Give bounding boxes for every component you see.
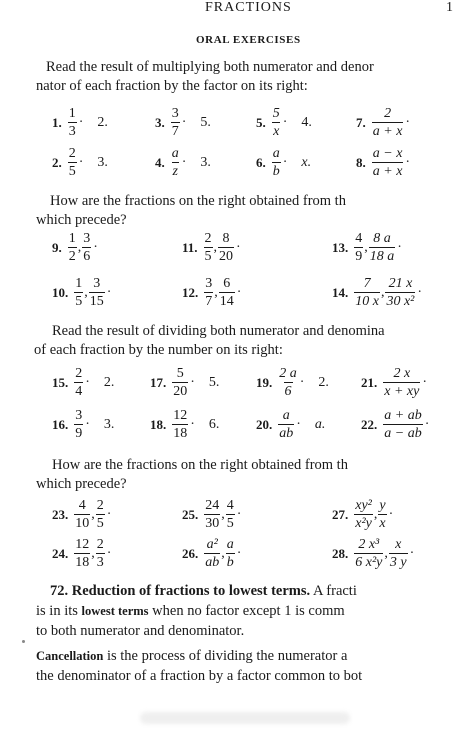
factor: 3. <box>103 416 115 432</box>
para4-line1: How are the fractions on the right obtained from th <box>52 457 348 473</box>
fraction-denominator: z <box>172 164 178 179</box>
given-fraction <box>204 537 220 570</box>
given-fraction-denominator: 5 <box>75 294 83 309</box>
result-fraction-denominator: 18 a <box>369 249 395 264</box>
exercise-number: 25. <box>182 506 199 522</box>
factor: 2. <box>103 374 115 390</box>
fraction <box>372 106 404 139</box>
given-fraction <box>204 276 213 309</box>
given-fraction <box>204 231 213 264</box>
fraction-dot: · <box>397 239 402 255</box>
exercise-13 <box>332 231 402 264</box>
exercise-7 <box>356 106 410 139</box>
exercise-number: 7. <box>356 114 366 130</box>
result-fraction-numerator: 3 <box>93 276 101 291</box>
result-fraction <box>389 537 408 570</box>
result-fraction-denominator: x <box>379 516 386 531</box>
exercise-number: 9. <box>52 239 62 255</box>
exercise-number: 5. <box>256 114 266 130</box>
given-fraction-denominator: 2 <box>68 249 76 264</box>
fraction-comma: , <box>364 239 368 255</box>
fraction-numerator: 5 <box>272 106 280 121</box>
factor: 5. <box>200 114 211 130</box>
fraction-denominator: a + x <box>372 124 403 139</box>
given-fraction-denominator: ab <box>205 555 220 570</box>
fraction-dot: · <box>299 374 305 390</box>
para2-line1: How are the fractions on the right obtained from th <box>50 193 346 209</box>
exercise-number: 4. <box>155 154 165 170</box>
section-title: ORAL EXERCISES <box>196 34 301 46</box>
fraction <box>278 408 294 441</box>
fraction-dot: · <box>424 416 430 432</box>
fraction-comma: , <box>91 506 95 522</box>
factor: 2. <box>97 114 108 130</box>
given-fraction-numerator: 2 <box>204 231 212 246</box>
fraction-dot: · <box>181 154 187 170</box>
result-fraction-numerator: a <box>226 537 234 552</box>
fraction <box>74 366 83 399</box>
bleed-through-text <box>140 712 350 724</box>
result-fraction <box>96 537 105 570</box>
fraction-denominator: 9 <box>75 426 83 441</box>
fraction-numerator: 2 <box>68 146 76 161</box>
margin-mark <box>22 640 25 643</box>
given-fraction-numerator: 1 <box>68 231 76 246</box>
fraction-numerator: 2 <box>75 366 83 381</box>
cancellation-line1 <box>36 647 347 666</box>
fraction-denominator: 20 <box>173 384 188 399</box>
given-fraction-denominator: 30 <box>205 516 220 531</box>
fraction <box>172 408 188 441</box>
fraction-denominator: a − ab <box>384 426 422 441</box>
exercise-number: 26. <box>182 545 199 561</box>
fraction-denominator: a + x <box>372 164 403 179</box>
exercise-number: 22. <box>361 416 378 432</box>
result-fraction <box>226 537 235 570</box>
result-fraction <box>378 498 386 531</box>
exercise-1 <box>52 106 108 139</box>
factor: 3. <box>97 154 108 170</box>
exercise-number: 19. <box>256 374 273 390</box>
exercise-12 <box>182 276 241 309</box>
result-fraction-denominator: 3 y <box>389 555 407 570</box>
fraction-dot: · <box>106 506 112 522</box>
given-fraction-numerator: 4 <box>78 498 86 513</box>
fraction-dot: · <box>106 284 112 300</box>
given-fraction <box>354 537 383 570</box>
exercise-number: 12. <box>182 284 199 300</box>
fraction-denominator: 6 <box>284 384 292 399</box>
fraction-dot: · <box>388 506 394 522</box>
fraction-numerator: 1 <box>68 106 76 121</box>
result-fraction <box>226 498 235 531</box>
exercise-14 <box>332 276 422 309</box>
result-fraction-numerator: 3 <box>83 231 91 246</box>
result-fraction-denominator: b <box>226 555 234 570</box>
given-fraction-numerator: xy² <box>355 498 372 513</box>
factor: 6. <box>208 416 220 432</box>
section72-line2 <box>36 602 345 621</box>
exercise-21 <box>361 366 427 399</box>
exercise-28 <box>332 537 414 570</box>
fraction-numerator: a <box>171 146 179 161</box>
running-header: FRACTIONS <box>205 0 292 15</box>
fraction-dot: · <box>405 154 411 170</box>
fraction-denominator: x <box>273 124 280 139</box>
exercise-8 <box>356 146 410 179</box>
fraction-numerator: 3 <box>75 408 83 423</box>
page-number: 1 <box>446 0 453 15</box>
exercise-17 <box>150 366 219 399</box>
exercise-27 <box>332 498 393 531</box>
para3-line2: of each fraction by the number on its right: <box>34 342 283 358</box>
given-fraction-numerator: 2 x³ <box>358 537 380 552</box>
lowest-terms-term: lowest terms <box>81 604 149 618</box>
fraction-dot: · <box>190 374 195 390</box>
exercise-number: 15. <box>52 374 69 390</box>
fraction-comma: , <box>214 284 218 300</box>
given-fraction <box>204 498 220 531</box>
fraction-numerator: a <box>282 408 290 423</box>
exercise-number: 2. <box>52 154 62 170</box>
given-fraction <box>74 537 90 570</box>
fraction-dot: · <box>85 374 90 390</box>
fraction-dot: · <box>93 239 98 255</box>
fraction-dot: · <box>236 506 242 522</box>
result-fraction <box>218 231 234 264</box>
result-fraction <box>82 231 91 264</box>
result-fraction-denominator: 3 <box>96 555 104 570</box>
fraction-dot: · <box>282 154 288 170</box>
cancellation-line2: the denominator of a fraction by a factor common to bot <box>36 668 363 684</box>
fraction-comma: , <box>84 284 88 300</box>
result-fraction-denominator: 30 x² <box>386 294 415 309</box>
result-fraction-numerator: 4 <box>226 498 234 513</box>
exercise-9 <box>52 231 98 264</box>
fraction-denominator: 18 <box>173 426 188 441</box>
section72-line2-b: when no factor except 1 is comm <box>152 603 345 619</box>
fraction-comma: , <box>384 545 388 561</box>
given-fraction-denominator: 9 <box>355 249 363 264</box>
result-fraction-denominator: 14 <box>219 294 234 309</box>
para1-line1: Read the result of multiplying both numerator and denor <box>46 59 374 75</box>
fraction <box>383 408 422 441</box>
fraction-comma: , <box>221 506 225 522</box>
fraction-dot: · <box>181 114 187 130</box>
section72-line1 <box>50 582 357 601</box>
fraction-denominator: x + xy <box>384 384 420 399</box>
exercise-10 <box>52 276 111 309</box>
fraction-numerator: 3 <box>171 106 179 121</box>
fraction-numerator: 5 <box>176 366 184 381</box>
fraction-dot: · <box>422 374 428 390</box>
fraction-denominator: 4 <box>75 384 83 399</box>
exercise-16 <box>52 408 114 441</box>
fraction-numerator: 12 <box>173 408 188 423</box>
result-fraction-numerator: x <box>395 537 402 552</box>
given-fraction <box>354 498 373 531</box>
factor: x. <box>301 154 312 170</box>
given-fraction <box>74 498 90 531</box>
result-fraction-numerator: 8 <box>222 231 230 246</box>
exercise-number: 18. <box>150 416 167 432</box>
fraction-denominator: 3 <box>68 124 76 139</box>
exercise-3 <box>155 106 211 139</box>
fraction <box>171 146 180 179</box>
exercise-number: 28. <box>332 545 349 561</box>
fraction <box>278 366 298 399</box>
result-fraction <box>89 276 105 309</box>
fraction <box>172 366 188 399</box>
exercise-20 <box>256 408 325 441</box>
given-fraction-denominator: 5 <box>204 249 212 264</box>
given-fraction-numerator: a² <box>206 537 218 552</box>
given-fraction-numerator: 24 <box>205 498 220 513</box>
exercise-number: 10. <box>52 284 69 300</box>
exercise-number: 3. <box>155 114 165 130</box>
fraction-denominator: 7 <box>171 124 179 139</box>
result-fraction-numerator: 2 <box>96 537 104 552</box>
exercise-26 <box>182 537 241 570</box>
factor: 3. <box>200 154 211 170</box>
fraction-comma: , <box>213 239 218 255</box>
exercise-18 <box>150 408 219 441</box>
fraction-comma: , <box>373 506 378 522</box>
fraction <box>272 106 281 139</box>
exercise-number: 11. <box>182 239 198 255</box>
fraction-dot: · <box>236 545 242 561</box>
fraction-dot: · <box>417 284 423 300</box>
fraction-numerator: 2 a <box>279 366 297 381</box>
fraction-numerator: a − x <box>372 146 403 161</box>
fraction-dot: · <box>405 114 411 130</box>
para3-line1: Read the result of dividing both numerator and denomina <box>52 323 385 339</box>
exercise-number: 1. <box>52 114 62 130</box>
given-fraction-numerator: 1 <box>75 276 83 291</box>
factor: 2. <box>318 374 329 390</box>
section72-line1-tail: A fracti <box>312 583 357 599</box>
fraction-comma: , <box>91 545 95 561</box>
given-fraction <box>74 276 83 309</box>
result-fraction-numerator: 21 x <box>388 276 413 291</box>
result-fraction-denominator: 5 <box>226 516 234 531</box>
result-fraction-denominator: 15 <box>89 294 104 309</box>
fraction-comma: , <box>77 239 82 255</box>
exercise-number: 16. <box>52 416 69 432</box>
fraction-dot: · <box>85 416 90 432</box>
exercise-15 <box>52 366 114 399</box>
exercise-19 <box>256 366 329 399</box>
section72-line2-a: is in its <box>36 603 78 619</box>
exercise-number: 27. <box>332 506 349 522</box>
given-fraction <box>68 231 77 264</box>
fraction <box>171 106 180 139</box>
given-fraction-numerator: 7 <box>363 276 371 291</box>
exercise-5 <box>256 106 312 139</box>
fraction-dot: · <box>78 114 84 130</box>
fraction-dot: · <box>190 416 195 432</box>
fraction-comma: , <box>380 284 385 300</box>
exercise-number: 21. <box>361 374 378 390</box>
fraction-numerator: 2 x <box>393 366 411 381</box>
fraction-dot: · <box>106 545 112 561</box>
fraction-dot: · <box>236 284 242 300</box>
cancellation-term: Cancellation <box>36 649 104 663</box>
exercise-number: 20. <box>256 416 273 432</box>
given-fraction-denominator: 10 <box>75 516 90 531</box>
exercise-number: 13. <box>332 239 349 255</box>
exercise-number: 17. <box>150 374 167 390</box>
exercise-number: 14. <box>332 284 349 300</box>
section72-number: 72. <box>50 583 69 599</box>
fraction <box>68 146 77 179</box>
para2-line2: which precede? <box>36 212 127 228</box>
exercise-6 <box>256 146 311 179</box>
exercise-25 <box>182 498 241 531</box>
fraction <box>372 146 404 179</box>
exercise-number: 24. <box>52 545 69 561</box>
fraction-dot: · <box>282 114 288 130</box>
given-fraction-denominator: 7 <box>205 294 213 309</box>
result-fraction <box>96 498 105 531</box>
given-fraction-denominator: 6 x²y <box>355 555 383 570</box>
para4-line2: which precede? <box>36 476 127 492</box>
fraction <box>272 146 281 179</box>
fraction-numerator: a + ab <box>384 408 422 423</box>
exercise-2 <box>52 146 108 179</box>
factor: 4. <box>301 114 312 130</box>
exercise-11 <box>182 231 241 264</box>
exercise-22 <box>361 408 429 441</box>
fraction-dot: · <box>236 239 241 255</box>
fraction <box>68 106 77 139</box>
fraction-denominator: b <box>272 164 280 179</box>
result-fraction <box>219 276 235 309</box>
cancellation-line1-tail: is the process of dividing the numerator a <box>106 648 348 664</box>
exercise-23 <box>52 498 111 531</box>
given-fraction <box>354 231 363 264</box>
factor: 5. <box>208 374 220 390</box>
fraction-dot: · <box>409 545 415 561</box>
result-fraction-denominator: 6 <box>83 249 91 264</box>
result-fraction-numerator: 8 a <box>373 231 391 246</box>
factor: a. <box>314 416 326 432</box>
exercise-24 <box>52 537 111 570</box>
result-fraction-denominator: 20 <box>219 249 234 264</box>
section72-line3: to both numerator and denominator. <box>36 623 245 639</box>
given-fraction-denominator: 18 <box>75 555 90 570</box>
exercise-4 <box>155 146 211 179</box>
result-fraction-numerator: 6 <box>223 276 231 291</box>
fraction-numerator: 2 <box>384 106 392 121</box>
result-fraction <box>385 276 415 309</box>
result-fraction-numerator: y <box>379 498 386 513</box>
fraction <box>74 408 83 441</box>
fraction-denominator: ab <box>279 426 294 441</box>
exercise-number: 6. <box>256 154 266 170</box>
result-fraction-denominator: 5 <box>96 516 104 531</box>
given-fraction <box>354 276 380 309</box>
given-fraction-denominator: 10 x <box>355 294 379 309</box>
para1-line2: nator of each fraction by the factor on its right: <box>36 78 308 94</box>
fraction-comma: , <box>221 545 225 561</box>
result-fraction <box>369 231 396 264</box>
given-fraction-numerator: 3 <box>205 276 213 291</box>
section72-heading: Reduction of fractions to lowest terms. <box>71 583 311 599</box>
exercise-number: 8. <box>356 154 366 170</box>
fraction-denominator: 5 <box>68 164 76 179</box>
fraction-numerator: a <box>272 146 280 161</box>
result-fraction-numerator: 2 <box>96 498 104 513</box>
given-fraction-denominator: x²y <box>355 516 372 531</box>
exercise-number: 23. <box>52 506 69 522</box>
fraction <box>383 366 420 399</box>
fraction-dot: · <box>296 416 301 432</box>
given-fraction-numerator: 12 <box>75 537 90 552</box>
fraction-dot: · <box>78 154 84 170</box>
given-fraction-numerator: 4 <box>355 231 363 246</box>
